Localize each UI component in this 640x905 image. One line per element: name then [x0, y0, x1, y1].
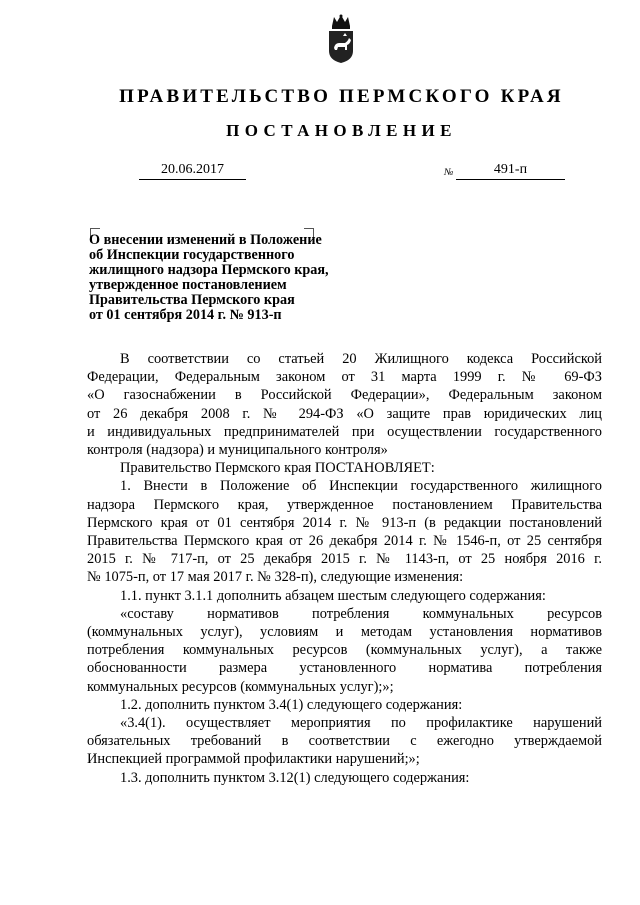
subject-line: от 01 сентября 2014 г. № 913-п [89, 307, 282, 323]
body-line: «О газоснабжении в Российской Федерации», Федеральным законом [87, 387, 602, 404]
body-line: «3.4(1). осуществляет мероприятия по профилактике нарушений [120, 715, 602, 732]
body-line: Инспекцией программой профилактики нарушений;»; [87, 751, 420, 768]
number-sign: № [444, 167, 454, 178]
document-date: 20.06.2017 [139, 162, 246, 180]
body-line: и индивидуальных предпринимателей при осуществлении государственного [87, 423, 602, 440]
body-line: 1.1. пункт 3.1.1 дополнить абзацем шестым следующего содержания: [120, 587, 546, 604]
body-line: 1. Внести в Положение об Инспекции государственного жилищного [120, 478, 602, 495]
body-line: Федерации, Федеральным законом от 31 марта 1999 г. № 69-ФЗ [87, 369, 602, 386]
body-line: (коммунальных услуг), условиям и методам установления нормативов [87, 624, 602, 641]
body-line: надзора Пермского края, утвержденное постановлением Правительства [87, 496, 602, 513]
document-number: 491-п [456, 162, 565, 180]
body-line: № 1075-п, от 17 мая 2017 г. № 328-п), следующие изменения: [87, 569, 464, 586]
body-line: обоснованности размера установленного норматива потребления [87, 660, 602, 677]
body-line: 1.3. дополнить пунктом 3.12(1) следующего содержания: [120, 769, 470, 786]
body-line: Правительство Пермского края ПОСТАНОВЛЯЕТ: [120, 460, 435, 477]
body-line: контроля (надзора) и муниципального контроля» [87, 442, 388, 459]
body-line: 2015 г. № 717-п, от 25 декабря 2015 г. № 1143-п, от 25 ноября 2016 г. [87, 551, 602, 568]
subject-line: жилищного надзора Пермского края, [89, 262, 329, 278]
document-body [87, 350, 602, 787]
body-line: В соответствии со статьей 20 Жилищного кодекса Российской [120, 351, 602, 367]
body-line: обязательных требований в соответствии с ежегодно утверждаемой [87, 733, 602, 750]
body-line: 1.2. дополнить пунктом 3.4(1) следующего содержания: [120, 696, 463, 713]
subject-line: Правительства Пермского края [89, 292, 295, 308]
government-title: ПРАВИТЕЛЬСТВО ПЕРМСКОГО КРАЯ [119, 86, 564, 107]
body-line: коммунальных ресурсов (коммунальных услуг);»; [87, 678, 394, 695]
body-line: Правительства Пермского края от 26 декабря 2014 г. № 1546-п, от 25 сентября [87, 533, 602, 550]
body-line: от 26 декабря 2008 г. № 294-ФЗ «О защите прав юридических лиц [87, 405, 602, 422]
body-line: потребления коммунальных ресурсов (коммунальных услуг), а также [87, 642, 602, 659]
subject-line: об Инспекции государственного [89, 247, 295, 263]
subject-line: О внесении изменений в Положение [89, 232, 322, 248]
subject-line: утвержденное постановлением [89, 277, 287, 293]
perm-krai-coat-of-arms-icon [326, 14, 356, 64]
document-kind: ПОСТАНОВЛЕНИЕ [226, 121, 457, 140]
body-line: «составу нормативов потребления коммунальных ресурсов [120, 605, 602, 622]
document-subject [89, 233, 359, 323]
body-line: Пермского края от 01 сентября 2014 г. № 913-п (в редакции постановлений [87, 514, 602, 531]
